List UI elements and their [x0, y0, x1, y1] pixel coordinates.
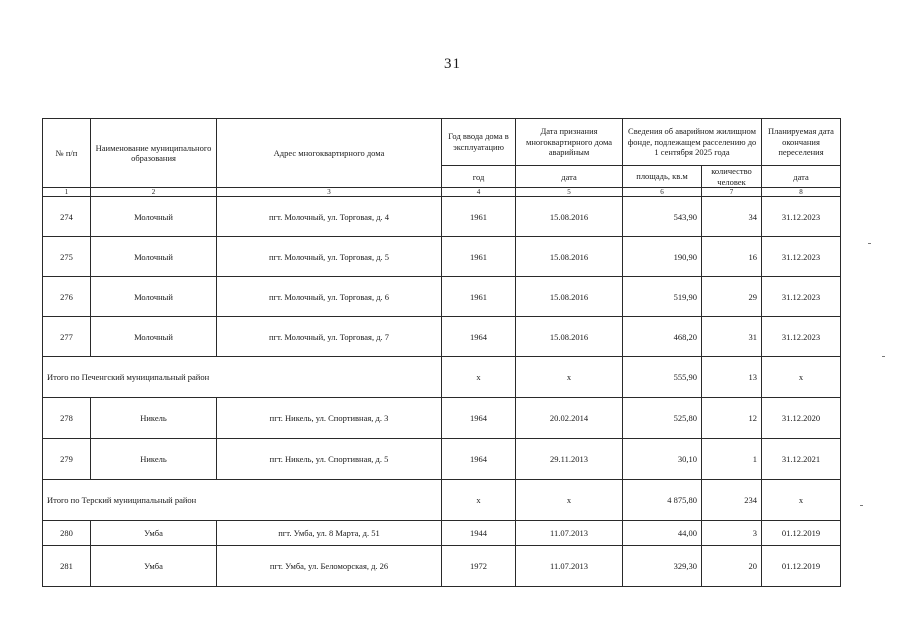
- row-municipality: Молочный: [91, 317, 217, 357]
- column-index: 6: [623, 188, 702, 197]
- row-municipality: Умба: [91, 521, 217, 546]
- row-date: 15.08.2016: [516, 277, 623, 317]
- subtotal-people: 13: [702, 357, 762, 398]
- subtotal-date: х: [516, 480, 623, 521]
- table-row: [43, 277, 841, 317]
- column-index: 2: [91, 188, 217, 197]
- header-emergency-info: Сведения об аварийном жилищном фонде, подлежащем расселению до 1 сентября 2025 года: [623, 119, 762, 166]
- row-area: 468,20: [623, 317, 702, 357]
- row-address: пгт. Молочный, ул. Торговая, д. 5: [217, 237, 442, 277]
- table-row: [43, 197, 841, 237]
- row-municipality: Молочный: [91, 237, 217, 277]
- header-sub-date: дата: [516, 166, 623, 188]
- header-sub-people: количество человек: [702, 166, 762, 188]
- row-people: 34: [702, 197, 762, 237]
- row-address: пгт. Никель, ул. Спортивная, д. 3: [217, 398, 442, 439]
- row-num: 274: [43, 197, 91, 237]
- row-year: 1964: [442, 398, 516, 439]
- row-address: пгт. Молочный, ул. Торговая, д. 7: [217, 317, 442, 357]
- column-index: 4: [442, 188, 516, 197]
- row-date: 15.08.2016: [516, 197, 623, 237]
- table-row: [43, 439, 841, 480]
- page-number: 31: [444, 56, 461, 72]
- header-num: № п/п: [43, 119, 91, 188]
- column-index-row: [43, 188, 841, 197]
- emergency-housing-table: [42, 118, 841, 587]
- row-end: 31.12.2021: [762, 439, 841, 480]
- row-num: 280: [43, 521, 91, 546]
- header-planned-end: Планируемая дата окончания переселения: [762, 119, 841, 166]
- column-index: 7: [702, 188, 762, 197]
- header-sub-year: год: [442, 166, 516, 188]
- row-date: 29.11.2013: [516, 439, 623, 480]
- row-people: 12: [702, 398, 762, 439]
- header-recognition-date: Дата признания многоквартирного дома аварийным: [516, 119, 623, 166]
- header-year-built: Год ввода дома в эксплуатацию: [442, 119, 516, 166]
- row-people: 1: [702, 439, 762, 480]
- row-people: 20: [702, 546, 762, 587]
- column-index: 1: [43, 188, 91, 197]
- row-municipality: Молочный: [91, 277, 217, 317]
- table-row: [43, 546, 841, 587]
- row-end: 31.12.2023: [762, 237, 841, 277]
- row-address: пгт. Умба, ул. Беломорская, д. 26: [217, 546, 442, 587]
- row-year: 1972: [442, 546, 516, 587]
- subtotal-row: [43, 480, 841, 521]
- subtotal-label: Итого по Печенгский муниципальный район: [43, 357, 442, 398]
- row-num: 276: [43, 277, 91, 317]
- row-num: 281: [43, 546, 91, 587]
- row-year: 1961: [442, 237, 516, 277]
- row-area: 329,30: [623, 546, 702, 587]
- header-row: [43, 119, 841, 166]
- row-area: 543,90: [623, 197, 702, 237]
- subtotal-label: Итого по Терский муниципальный район: [43, 480, 442, 521]
- row-end: 31.12.2023: [762, 197, 841, 237]
- row-area: 519,90: [623, 277, 702, 317]
- row-end: 31.12.2023: [762, 317, 841, 357]
- row-date: 15.08.2016: [516, 237, 623, 277]
- column-index: 8: [762, 188, 841, 197]
- row-area: 30,10: [623, 439, 702, 480]
- row-year: 1961: [442, 277, 516, 317]
- row-end: 01.12.2019: [762, 521, 841, 546]
- row-year: 1964: [442, 439, 516, 480]
- row-num: 277: [43, 317, 91, 357]
- row-num: 275: [43, 237, 91, 277]
- row-area: 525,80: [623, 398, 702, 439]
- header-sub-area: площадь, кв.м: [623, 166, 702, 188]
- row-date: 15.08.2016: [516, 317, 623, 357]
- row-municipality: Никель: [91, 439, 217, 480]
- row-municipality: Умба: [91, 546, 217, 587]
- row-num: 279: [43, 439, 91, 480]
- row-year: 1944: [442, 521, 516, 546]
- row-address: пгт. Никель, ул. Спортивная, д. 5: [217, 439, 442, 480]
- row-people: 3: [702, 521, 762, 546]
- column-index: 5: [516, 188, 623, 197]
- scan-speck: [868, 243, 871, 244]
- header-address: Адрес многоквартирного дома: [217, 119, 442, 188]
- subtotal-date: х: [516, 357, 623, 398]
- row-people: 29: [702, 277, 762, 317]
- subtotal-year: х: [442, 480, 516, 521]
- column-index: 3: [217, 188, 442, 197]
- subtotal-area: 4 875,80: [623, 480, 702, 521]
- row-people: 31: [702, 317, 762, 357]
- row-end: 01.12.2019: [762, 546, 841, 587]
- row-num: 278: [43, 398, 91, 439]
- subtotal-people: 234: [702, 480, 762, 521]
- row-date: 20.02.2014: [516, 398, 623, 439]
- subtotal-area: 555,90: [623, 357, 702, 398]
- row-address: пгт. Молочный, ул. Торговая, д. 4: [217, 197, 442, 237]
- scan-speck: [860, 505, 863, 506]
- table-row: [43, 521, 841, 546]
- row-area: 44,00: [623, 521, 702, 546]
- row-date: 11.07.2013: [516, 546, 623, 587]
- scan-speck: [882, 356, 885, 357]
- row-municipality: Никель: [91, 398, 217, 439]
- subtotal-row: [43, 357, 841, 398]
- row-year: 1961: [442, 197, 516, 237]
- row-year: 1964: [442, 317, 516, 357]
- table-row: [43, 398, 841, 439]
- table-row: [43, 237, 841, 277]
- subtotal-end: х: [762, 357, 841, 398]
- header-municipality: Наименование муниципального образования: [91, 119, 217, 188]
- row-people: 16: [702, 237, 762, 277]
- row-area: 190,90: [623, 237, 702, 277]
- row-address: пгт. Умба, ул. 8 Марта, д. 51: [217, 521, 442, 546]
- subtotal-end: х: [762, 480, 841, 521]
- row-end: 31.12.2023: [762, 277, 841, 317]
- row-end: 31.12.2020: [762, 398, 841, 439]
- row-municipality: Молочный: [91, 197, 217, 237]
- row-address: пгт. Молочный, ул. Торговая, д. 6: [217, 277, 442, 317]
- row-date: 11.07.2013: [516, 521, 623, 546]
- table-row: [43, 317, 841, 357]
- header-sub-end-date: дата: [762, 166, 841, 188]
- subtotal-year: х: [442, 357, 516, 398]
